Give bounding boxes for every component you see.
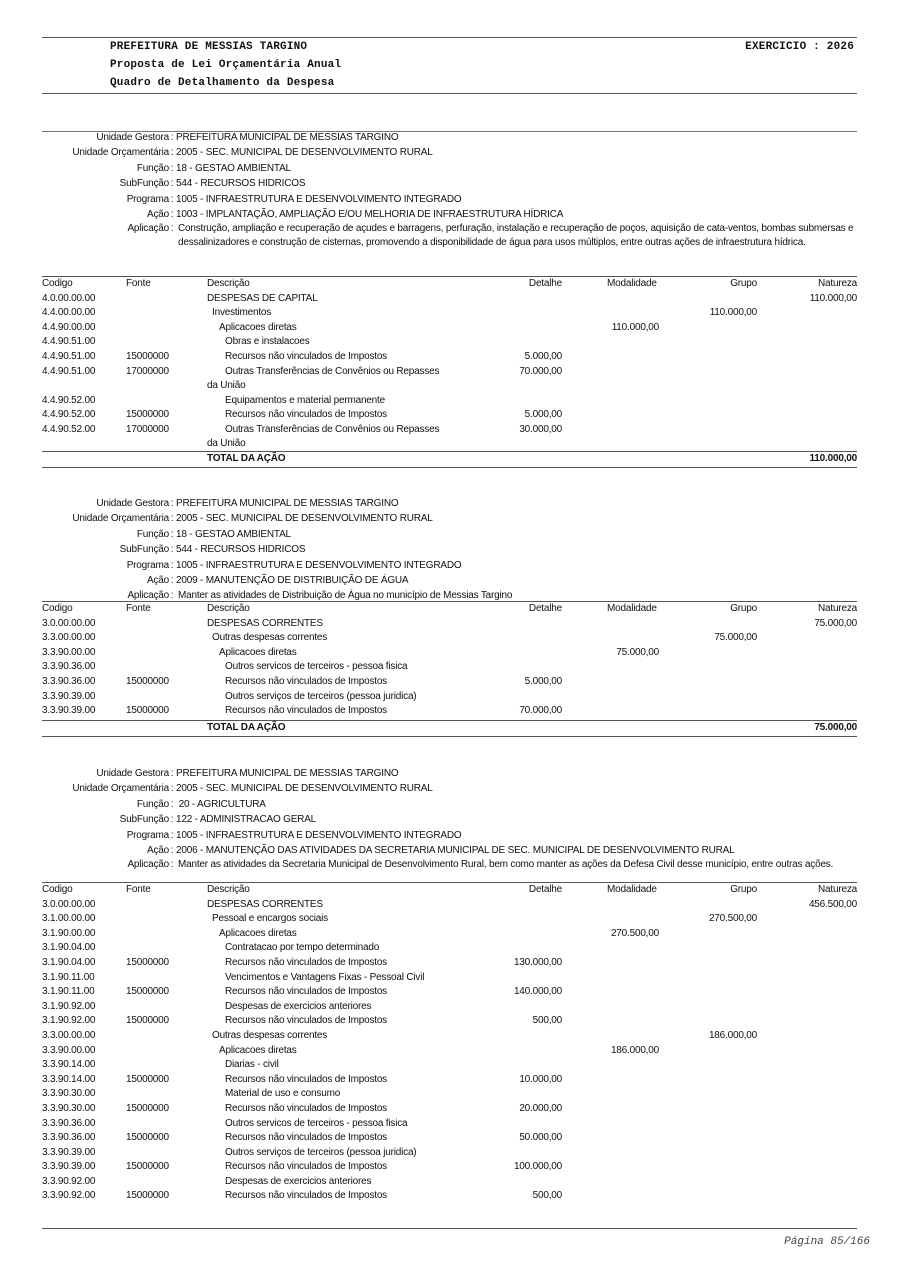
table-header-row: Codigo Fonte Descrição Detalhe Modalidade Grupo Natureza [42,884,857,895]
cell-fonte: 15000000 [126,409,169,421]
cell-codigo: 4.4.90.51.00 [42,365,96,377]
table-row [42,971,857,986]
info-acao: Ação : 2006 - MANUTENÇÃO DAS ATIVIDADES DA SECRETARIA MUNICIPAL DE SEC. MUNICIPAL DE DESENVOLVIMENTO RURAL [147,845,735,857]
cell-fonte: 15000000 [126,1015,169,1027]
cell-detalhe: 5.000,00 [524,350,562,362]
total-bottom-rule [42,736,857,737]
cell-fonte: 15000000 [126,1190,169,1202]
total-row [42,721,857,736]
table-row [42,1044,857,1059]
info-funcao: Função : 18 - GESTAO AMBIENTAL [136,528,291,540]
cell-descricao: Despesas de exercicios anteriores [225,1175,372,1187]
cell-detalhe: 50.000,00 [519,1132,562,1144]
cell-descricao: Diarias - civil [225,1059,279,1071]
info-unidade-gestora: Unidade Gestora : PREFEITURA MUNICIPAL DE MESSIAS TARGINO [96,498,399,509]
expense-table [42,883,857,1204]
cell-fonte: 15000000 [126,1102,169,1114]
cell-descricao: DESPESAS CORRENTES [207,898,323,910]
table-row [42,898,857,913]
total-bottom-rule [42,467,857,468]
table-row [42,365,857,394]
cell-codigo: 4.4.00.00.00 [42,307,96,319]
table-row [42,1175,857,1190]
cell-descricao: Aplicacoes diretas [219,321,297,333]
info-subfuncao: SubFunção : 544 - RECURSOS HIDRICOS [119,178,306,190]
info-acao: Ação : 2009 - MANUTENÇÃO DE DISTRIBUIÇÃO DE ÁGUA [147,575,409,587]
report-title: Quadro de Detalhamento da Despesa [110,77,335,89]
cell-descricao-continuation: da União [207,438,246,450]
cell-codigo: 3.3.90.92.00 [42,1190,96,1202]
table-row [42,617,857,632]
cell-fonte: 15000000 [126,1161,169,1173]
table-row [42,675,857,690]
table-row [42,321,857,336]
cell-detalhe: 140.000,00 [513,986,562,998]
cell-codigo: 3.3.90.14.00 [42,1073,96,1085]
header-bottom-rule [42,93,857,94]
info-unidade-gestora: Unidade Gestora : PREFEITURA MUNICIPAL DE MESSIAS TARGINO [96,768,399,779]
info-programa: Programa : 1005 - INFRAESTRUTURA E DESENVOLVIMENTO INTEGRADO [126,829,462,841]
cell-codigo: 3.3.90.00.00 [42,1044,96,1056]
table-row [42,306,857,321]
cell-codigo: 3.3.90.39.00 [42,705,96,717]
cell-detalhe: 500,00 [532,1015,562,1027]
table-row [42,1029,857,1044]
total-label: TOTAL DA AÇÃO [207,453,286,464]
table-row [42,394,857,409]
table-row [42,941,857,956]
info-acao: Ação : 1003 - IMPLANTAÇÃO, AMPLIAÇÃO E/OU MELHORIA DE INFRAESTRUTURA HÍDRICA [147,209,564,221]
table-row [42,1117,857,1132]
cell-descricao: Recursos não vinculados de Impostos [225,350,387,362]
cell-descricao: Aplicacoes diretas [219,1044,297,1056]
cell-descricao: Recursos não vinculados de Impostos [225,705,387,717]
action-info-block [42,766,857,872]
cell-fonte: 15000000 [126,350,169,362]
cell-descricao: Equipamentos e material permanente [225,394,385,406]
cell-fonte: 17000000 [126,365,169,377]
cell-codigo: 3.0.00.00.00 [42,617,96,629]
info-aplicacao: Aplicação : Manter as atividades da Secretaria Municipal de Desenvolvimento Rural, bem como manter as ações da Defesa Civil desse município, entre outras ações. [127,859,834,871]
cell-codigo: 3.3.90.36.00 [42,675,96,687]
total-value: 110.000,00 [809,453,857,464]
info-unidade-gestora: Unidade Gestora : PREFEITURA MUNICIPAL DE MESSIAS TARGINO [96,132,399,143]
cell-modalidade: 186.000,00 [610,1044,659,1056]
cell-grupo: 270.500,00 [708,913,757,925]
page-number: Página 85/166 [784,1236,870,1248]
cell-detalhe: 5.000,00 [524,409,562,421]
cell-codigo: 4.4.90.51.00 [42,350,96,362]
cell-codigo: 3.1.90.11.00 [42,971,95,983]
cell-fonte: 15000000 [126,1073,169,1085]
cell-descricao: Recursos não vinculados de Impostos [225,986,387,998]
table-row [42,1146,857,1161]
total-value: 75.000,00 [814,722,857,733]
expense-table [42,602,857,719]
cell-descricao: Recursos não vinculados de Impostos [225,675,387,687]
cell-modalidade: 110.000,00 [611,321,659,333]
cell-descricao: Outros serviços de terceiros (pessoa juridica) [225,690,417,702]
cell-natureza: 75.000,00 [814,617,857,629]
cell-codigo: 4.0.00.00.00 [42,292,96,304]
cell-descricao: Vencimentos e Vantagens Fixas - Pessoal Civil [225,971,425,983]
table-row [42,1073,857,1088]
cell-codigo: 3.3.90.39.00 [42,1161,96,1173]
cell-codigo: 3.3.90.39.00 [42,690,96,702]
cell-descricao: Material de uso e consumo [225,1088,341,1100]
cell-codigo: 3.3.90.36.00 [42,1117,96,1129]
cell-codigo: 3.1.90.11.00 [42,986,95,998]
info-aplicacao: Aplicação : Construção, ampliação e recuperação de açudes e barragens, perfuração, instalação e recuperação de poços, aquisição de cata-ventos, bombas submersas e dessalinizadores e construção de cisternas, promovendo a disponibilidade de água para usos múltiplos, entre outras ações de infraestrutura hídrica. [127,223,854,248]
cell-codigo: 3.3.90.00.00 [42,646,96,658]
cell-detalhe: 100.000,00 [513,1161,562,1173]
table-row [42,660,857,675]
table-row [42,927,857,942]
info-subfuncao: SubFunção : 122 - ADMINISTRACAO GERAL [119,814,317,826]
cell-codigo: 3.3.90.30.00 [42,1088,96,1100]
action-info-block [42,130,857,249]
info-unidade-orcamentaria: Unidade Orçamentária : 2005 - SEC. MUNICIPAL DE DESENVOLVIMENTO RURAL [72,513,433,525]
table-row [42,423,857,452]
cell-descricao: Obras e instalacoes [225,336,310,348]
total-row [42,452,857,467]
cell-descricao: Recursos não vinculados de Impostos [225,1073,387,1085]
cell-codigo: 3.1.90.92.00 [42,1015,96,1027]
info-aplicacao: Aplicação : Manter as atividades de Distribuição de Água no município de Messias Targino [127,590,513,602]
cell-fonte: 15000000 [126,986,169,998]
cell-codigo: 3.1.90.04.00 [42,942,96,954]
cell-detalhe: 500,00 [532,1190,562,1202]
cell-descricao: Outros serviços de terceiros (pessoa juridica) [225,1146,417,1158]
table-row [42,956,857,971]
table-row [42,335,857,350]
table-body [42,292,857,452]
cell-fonte: 15000000 [126,1132,169,1144]
cell-descricao: Contratacao por tempo determinado [225,942,380,954]
header-top-rule [42,37,857,38]
table-row [42,1160,857,1175]
table-row [42,690,857,705]
cell-modalidade: 75.000,00 [616,646,659,658]
table-row [42,1102,857,1117]
cell-fonte: 15000000 [126,675,169,687]
info-unidade-orcamentaria: Unidade Orçamentária : 2005 - SEC. MUNICIPAL DE DESENVOLVIMENTO RURAL [72,783,433,795]
cell-codigo: 4.4.90.52.00 [42,409,96,421]
cell-descricao: Outras Transferências de Convênios ou Repasses [225,365,440,377]
cell-codigo: 3.3.90.39.00 [42,1146,96,1158]
cell-descricao: Recursos não vinculados de Impostos [225,1015,387,1027]
table-header-row: Codigo Fonte Descrição Detalhe Modalidade Grupo Natureza [42,278,857,289]
table-row [42,1000,857,1015]
cell-descricao: Recursos não vinculados de Impostos [225,409,387,421]
table-body [42,898,857,1204]
report-subtitle: Proposta de Lei Orçamentária Anual [110,59,342,71]
cell-descricao: Recursos não vinculados de Impostos [225,956,387,968]
cell-descricao: DESPESAS CORRENTES [207,617,323,629]
table-row [42,646,857,661]
cell-descricao: Outras despesas correntes [212,632,328,644]
cell-grupo: 75.000,00 [714,632,757,644]
cell-descricao: Aplicacoes diretas [219,646,297,658]
table-row [42,1058,857,1073]
info-funcao: Função : 20 - AGRICULTURA [136,798,266,810]
table-row [42,631,857,646]
info-programa: Programa : 1005 - INFRAESTRUTURA E DESENVOLVIMENTO INTEGRADO [126,559,462,571]
cell-codigo: 3.1.90.04.00 [42,956,96,968]
expense-table [42,277,857,452]
cell-detalhe: 70.000,00 [519,705,562,717]
cell-codigo: 3.3.90.36.00 [42,1132,96,1144]
info-funcao: Função : 18 - GESTAO AMBIENTAL [136,162,291,174]
cell-detalhe: 10.000,00 [519,1073,562,1085]
cell-codigo: 3.0.00.00.00 [42,898,96,910]
cell-descricao: Pessoal e encargos sociais [212,913,328,925]
table-row [42,912,857,927]
info-programa: Programa : 1005 - INFRAESTRUTURA E DESENVOLVIMENTO INTEGRADO [126,193,462,205]
action-info-block [42,496,857,604]
table-row [42,1014,857,1029]
cell-detalhe: 5.000,00 [524,675,562,687]
cell-detalhe: 130.000,00 [513,956,562,968]
cell-codigo: 3.1.90.92.00 [42,1000,96,1012]
cell-descricao: Outras Transferências de Convênios ou Repasses [225,423,440,435]
cell-codigo: 3.3.90.14.00 [42,1059,96,1071]
cell-grupo: 186.000,00 [708,1029,757,1041]
cell-descricao: Outras despesas correntes [212,1029,328,1041]
cell-codigo: 3.3.00.00.00 [42,632,96,644]
cell-detalhe: 70.000,00 [519,365,562,377]
cell-codigo: 3.1.90.00.00 [42,927,96,939]
cell-codigo: 4.4.90.00.00 [42,321,96,333]
cell-grupo: 110.000,00 [709,307,757,319]
info-unidade-orcamentaria: Unidade Orçamentária : 2005 - SEC. MUNICIPAL DE DESENVOLVIMENTO RURAL [72,147,433,159]
table-row [42,350,857,365]
table-row [42,704,857,719]
cell-natureza: 456.500,00 [808,898,857,910]
table-row [42,408,857,423]
table-header-row: Codigo Fonte Descrição Detalhe Modalidade Grupo Natureza [42,603,857,614]
cell-codigo: 4.4.90.52.00 [42,423,96,435]
table-row [42,292,857,307]
cell-codigo: 3.3.90.36.00 [42,661,96,673]
table-row [42,1087,857,1102]
cell-descricao: Recursos não vinculados de Impostos [225,1190,387,1202]
cell-fonte: 17000000 [126,423,169,435]
cell-fonte: 15000000 [126,705,169,717]
cell-detalhe: 20.000,00 [519,1102,562,1114]
cell-descricao: Recursos não vinculados de Impostos [225,1102,387,1114]
cell-descricao: DESPESAS DE CAPITAL [207,292,318,304]
cell-descricao-continuation: da União [207,380,246,392]
exercise-year: EXERCICIO : 2026 [745,41,854,53]
info-subfuncao: SubFunção : 544 - RECURSOS HIDRICOS [119,544,306,556]
page-bottom-rule [42,1228,857,1229]
cell-descricao: Outros servicos de terceiros - pessoa fisica [225,1117,408,1129]
cell-codigo: 4.4.90.51.00 [42,336,96,348]
cell-codigo: 4.4.90.52.00 [42,394,96,406]
cell-modalidade: 270.500,00 [610,927,659,939]
cell-descricao: Recursos não vinculados de Impostos [225,1161,387,1173]
cell-codigo: 3.3.00.00.00 [42,1029,96,1041]
cell-descricao: Investimentos [212,307,272,319]
cell-descricao: Outros servicos de terceiros - pessoa fisica [225,661,408,673]
municipality-title: PREFEITURA DE MESSIAS TARGINO [110,41,308,53]
table-row [42,985,857,1000]
cell-descricao: Recursos não vinculados de Impostos [225,1132,387,1144]
total-label: TOTAL DA AÇÃO [207,722,286,733]
cell-natureza: 110.000,00 [809,292,857,304]
table-body [42,617,857,719]
cell-codigo: 3.3.90.92.00 [42,1175,96,1187]
cell-detalhe: 30.000,00 [519,423,562,435]
cell-descricao: Despesas de exercicios anteriores [225,1000,372,1012]
table-row [42,1189,857,1204]
cell-codigo: 3.3.90.30.00 [42,1102,96,1114]
cell-codigo: 3.1.00.00.00 [42,913,96,925]
cell-fonte: 15000000 [126,956,169,968]
cell-descricao: Aplicacoes diretas [219,927,297,939]
table-row [42,1131,857,1146]
